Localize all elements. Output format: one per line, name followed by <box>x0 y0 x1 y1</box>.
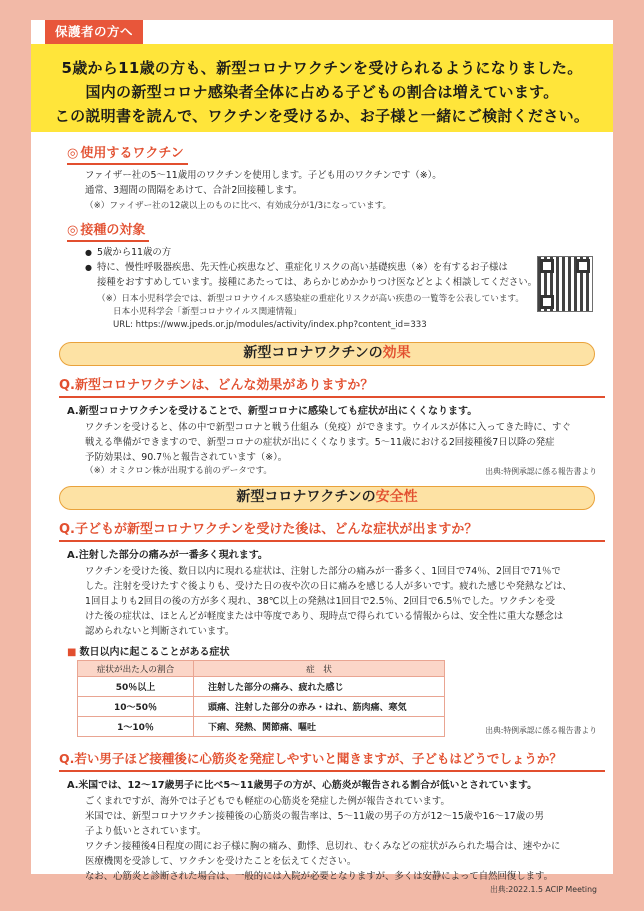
safety-body-2: した。注射を受けたすぐ後よりも、受けた日の夜や次の日に痛みを感じる人が多いです。疲れた感じや発熱などは、 <box>85 581 572 592</box>
effect-section-title: 新型コロナワクチンの効果 <box>59 342 595 366</box>
target-bullet-2: ● 特に、慢性呼吸器疾患、先天性心疾患など、重症化リスクの高い基礎疾患（※）を有するお子様は 接種をおすすめしています。接種にあたっては、あらかじめかかりつけ医などとよく相談してください。 <box>67 260 537 290</box>
effect-note: （※）オミクロン株が出現する前のデータです。 <box>85 466 272 476</box>
symptom-table <box>77 660 445 737</box>
headline-line-2: 国内の新型コロナ感染者全体に占める子どもの割合は増えています。 <box>85 83 559 101</box>
section-heading-vaccine: ◎ 使用するワクチン <box>67 145 188 165</box>
myocarditis-body-5: 医療機関を受診して、ワクチンを受けたことを伝えてください。 <box>85 856 357 867</box>
qr-code[interactable] <box>537 256 593 312</box>
table-cell: 1～10％ <box>78 717 194 737</box>
headline-banner <box>31 44 613 132</box>
effect-body-1: ワクチンを受けると、体の中で新型コロナと戦う仕組み（免疫）ができます。ウイルスが体に入ってきた時に、すぐ <box>85 422 571 433</box>
myocarditis-source: 出典:2022.1.5 ACIP Meeting <box>490 885 597 894</box>
vaccine-line-1: ファイザー社の5～11歳用のワクチンを使用します。子ども用のワクチンです（※）。 <box>85 170 442 181</box>
table-row <box>78 717 445 737</box>
table-row <box>78 697 445 717</box>
effect-body-3: 予防効果は、90.7％と報告されています（※）。 <box>85 452 288 463</box>
safety-body-3: 1回目よりも2回目の後の方が多く現れ、38℃以上の発熱は1回目で2.5％、2回目で6.5％でした。ワクチンを受 <box>85 596 555 607</box>
myocarditis-body-2: 米国では、新型コロナワクチン接種後の心筋炎の報告率は、5～11歳の男子の方が12～15歳や16～17歳の男 <box>85 811 544 822</box>
myocarditis-body-1: ごくまれですが、海外では子どもでも軽症の心筋炎を発症した例が報告されています。 <box>85 796 450 807</box>
myocarditis-body-3: 子より低いとされています。 <box>85 826 207 837</box>
table-row <box>78 677 445 697</box>
circle-icon: ◎ <box>67 223 79 238</box>
effect-source: 出典:特例承認に係る報告書より <box>485 467 597 476</box>
effect-answer: A.新型コロナワクチンを受けることで、新型コロナに感染しても症状が出にくくなります。 <box>67 406 478 417</box>
headline-line-3: この説明書を読んで、ワクチンを受けるか、お子様と一緒にご検討ください。 <box>54 107 590 125</box>
myocarditis-answer: A.米国では、12～17歳男子に比べ5～11歳男子の方が、心筋炎が報告される割合が低いとされています。 <box>67 780 537 791</box>
effect-body-2: 戦える準備ができますので、新型コロナの症状が出にくくなります。5～11歳における2回接種後7日以降の発症 <box>85 437 555 448</box>
myocarditis-body-4: ワクチン接種後4日程度の間にお子様に胸の痛み、動悸、息切れ、むくみなどの症状がみられた場合は、速やかに <box>85 841 561 852</box>
myocarditis-body-6: なお、心筋炎と診断された場合は、一般的には入院が必要となりますが、多くは安静によって自然回復します。 <box>85 871 554 882</box>
target-note: （※）日本小児科学会では、新型コロナウイルス感染症の重症化リスクが高い疾患の一覧等を公表しています。 日本小児科学会「新型コロナウイルス関連情報」 URL: https://www.jpeds.or.jp/modules/activity/index.php?content_id=333 <box>67 293 537 332</box>
safety-body-4: けた後の症状は、ほとんどが軽度または中等度であり、現時点で得られている情報からは、安全性に重大な懸念は <box>85 611 564 622</box>
safety-section-title: 新型コロナワクチンの安全性 <box>59 486 595 510</box>
effect-question: Q.新型コロナワクチンは、どんな効果がありますか？ <box>59 374 605 398</box>
safety-question: Q.子どもが新型コロナワクチンを受けた後は、どんな症状が出ますか？ <box>59 518 605 542</box>
safety-body-5: 認められないと判断されています。 <box>85 626 235 637</box>
vaccine-line-2: 通常、3週間の間隔をあけて、合計2回接種します。 <box>85 185 303 196</box>
headline-line-1: 5歳から11歳の方も、新型コロナワクチンを受けられるようになりました。 <box>61 59 583 77</box>
safety-answer: A.注射した部分の痛みが一番多く現れます。 <box>67 550 268 561</box>
vaccine-note: （※）ファイザー社の12歳以上のものに比べ、有効成分が1/3になっています。 <box>85 201 392 211</box>
safety-body-1: ワクチンを受けた後、数日以内に現れる症状は、注射した部分の痛みが一番多く、1回目で74％、2回目で71％で <box>85 566 561 577</box>
table-cell: 注射した部分の痛み、疲れた感じ <box>194 677 445 697</box>
circle-icon: ◎ <box>67 146 79 161</box>
square-icon: ■ <box>67 647 77 658</box>
main-content <box>59 142 597 896</box>
table-header: 症 状 <box>194 661 445 677</box>
table-cell: 10～50％ <box>78 697 194 717</box>
table-cell: 50％以上 <box>78 677 194 697</box>
table-cell: 下痢、発熱、関節痛、嘔吐 <box>194 717 445 737</box>
table-cell: 頭痛、注射した部分の赤み・はれ、筋肉痛、寒気 <box>194 697 445 717</box>
table-header-row <box>78 661 445 677</box>
target-bullet-1: ● 5歳から11歳の方 <box>67 245 597 260</box>
safety-source: 出典:特例承認に係る報告書より <box>485 726 597 735</box>
symptom-table-title: ■ 数日以内に起こることがある症状 <box>67 647 230 658</box>
section-heading-target: ◎ 接種の対象 <box>67 222 149 242</box>
audience-tag: 保護者の方へ <box>45 20 143 44</box>
jpeds-url-link[interactable]: URL: https://www.jpeds.or.jp/modules/activity/index.php?content_id=333 <box>113 320 427 330</box>
table-header: 症状が出た人の割合 <box>78 661 194 677</box>
leaflet-page <box>31 20 613 894</box>
myocarditis-question: Q.若い男子ほど接種後に心筋炎を発症しやすいと聞きますが、子どもはどうでしょうか？ <box>59 749 605 772</box>
